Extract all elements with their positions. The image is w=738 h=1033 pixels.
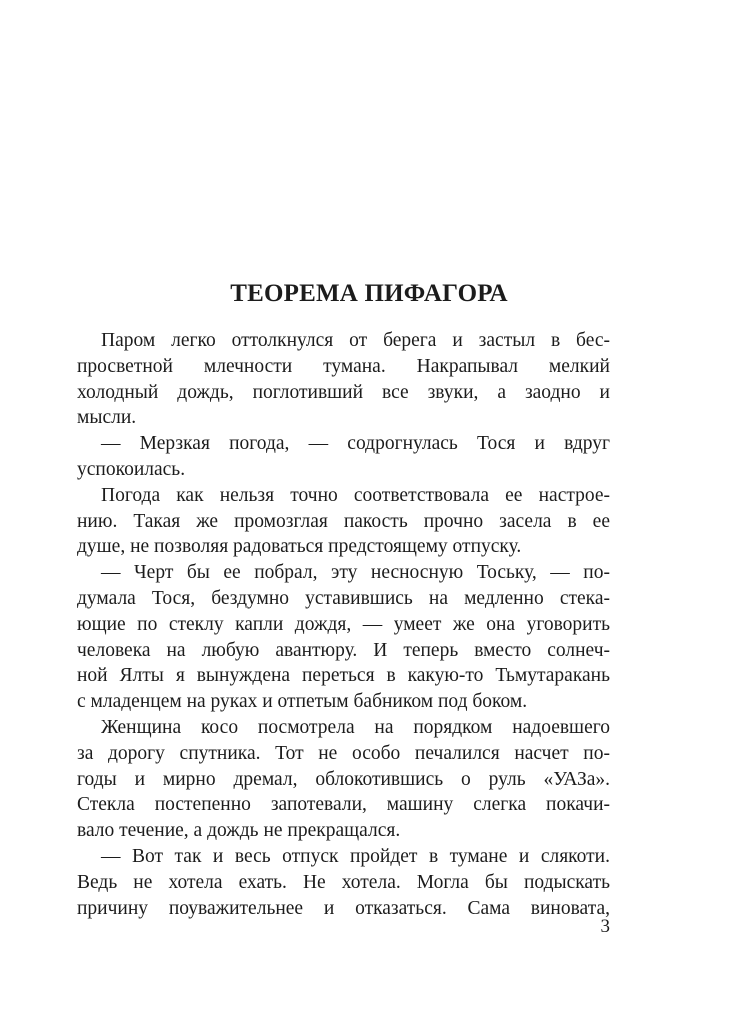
text-line: просветной млечности тумана. Накрапывал мелкий — [77, 355, 610, 377]
text-line: Паром легко оттолкнулся от берега и застыл в бес- — [101, 330, 610, 351]
text-line: холодный дождь, поглотивший все звуки, а заодно и — [77, 381, 610, 403]
text-line: — Черт бы ее побрал, эту несносную Тоську, — по- — [101, 562, 610, 584]
text-line: мысли. — [77, 407, 137, 429]
text-line: человека на любую авантюру. И теперь вместо солнеч- — [77, 639, 610, 661]
text-line: годы и мирно дремал, облокотившись о руль «УАЗа». — [77, 768, 610, 790]
text-line: за дорогу спутника. Тот не особо печалился насчет по- — [77, 742, 610, 764]
text-line: Стекла постепенно запотевали, машину слегка покачи- — [77, 794, 610, 816]
text-line: Погода как нельзя точно соответствовала ее настрое- — [101, 484, 610, 506]
text-line: успокоилась. — [77, 458, 186, 480]
text-line: Ведь не хотела ехать. Не хотела. Могла бы подыскать — [77, 871, 610, 893]
chapter-title: ТЕОРЕМА ПИФАГОРА — [230, 280, 508, 307]
text-line: с младенцем на руках и отпетым бабником под боком. — [77, 691, 528, 713]
text-line: Женщина косо посмотрела на порядком надоевшего — [101, 716, 610, 738]
text-line: — Вот так и весь отпуск пройдет в тумане и слякоти. — [101, 845, 610, 867]
page-number: 3 — [600, 916, 610, 937]
text-line: ющие по стеклу капли дождя, — умеет же она уговорить — [77, 613, 610, 635]
text-line: душе, не позволяя радоваться предстоящему отпуску. — [77, 536, 522, 558]
text-line: — Мерзкая погода, — содрогнулась Тося и вдруг — [101, 433, 610, 455]
text-line: ной Ялты я вынуждена переться в какую-то Тьмутаракань — [77, 665, 610, 687]
text-line: причину поуважительнее и отказаться. Сама виновата, — [77, 897, 610, 919]
text-line: вало течение, а дождь не прекращался. — [77, 820, 401, 842]
text-line: думала Тося, бездумно уставившись на медленно стека- — [77, 587, 610, 609]
chapter-body-text — [77, 328, 610, 921]
text-line: нию. Такая же промозглая пакость прочно засела в ее — [77, 510, 610, 532]
